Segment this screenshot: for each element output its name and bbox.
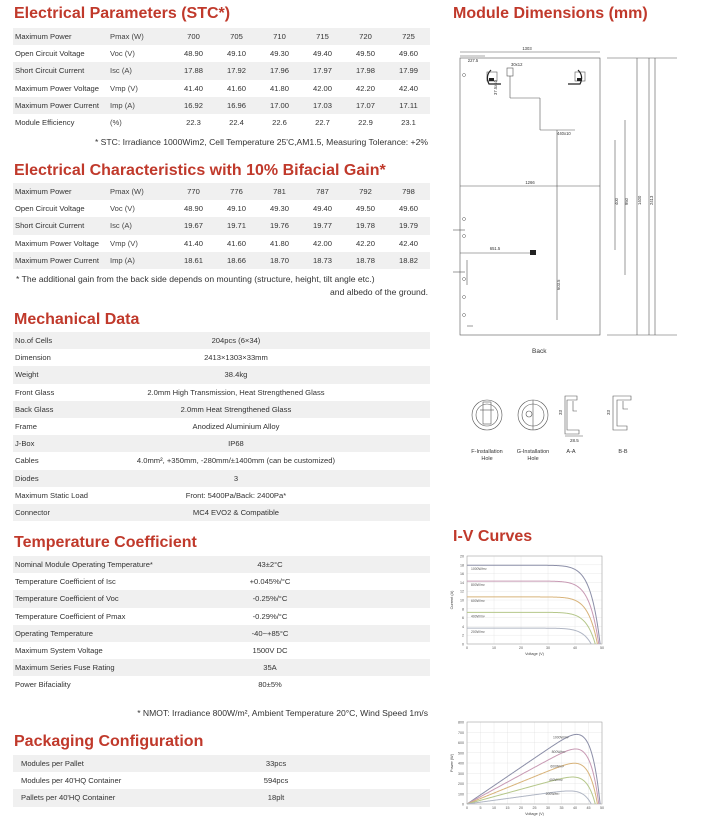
- bifacial-note-line1: * The additional gain from the back side depends on mounting (structure, height, tilt angle etc.): [16, 274, 375, 284]
- y-tick-label: 0: [462, 642, 464, 647]
- x-tick-label: 20: [519, 806, 523, 810]
- row-label: Diodes: [13, 470, 137, 487]
- x-tick-label: 0: [466, 806, 468, 810]
- series-label: 600W/m²: [550, 764, 565, 769]
- dim-603: 603.5: [556, 279, 561, 290]
- y-tick-label: 400: [458, 761, 464, 766]
- module-frame-outline: [460, 58, 600, 335]
- row-value: 3: [137, 470, 430, 487]
- x-tick-label: 5: [479, 806, 482, 810]
- y-tick-label: 16: [460, 572, 464, 577]
- dim-33: 33: [558, 409, 563, 415]
- series-label: 1000W/m²: [553, 735, 569, 740]
- x-tick-label: 35: [559, 806, 564, 810]
- table-row: [13, 183, 430, 200]
- row-value: 17.88: [172, 62, 215, 79]
- row-spacer: [320, 590, 430, 607]
- y-tick-label: 800: [458, 720, 464, 725]
- row-value: 725: [387, 28, 430, 45]
- row-value: Anodized Aluminium Alloy: [192, 422, 280, 432]
- row-label: Temperature Coefficient of Isc: [15, 577, 116, 587]
- row-value: 1500V DC: [252, 646, 288, 656]
- row-value: 4.0mm², +350mm, -280mm/±1400mm (can be customized): [136, 456, 335, 466]
- temperature-note: * NMOT: Irradiance 800W/m², Ambient Temperature 20°C, Wind Speed 1m/s: [137, 708, 428, 718]
- f-hole-label: F-Installation Hole: [471, 449, 503, 462]
- series-label: 1000W/m²: [471, 567, 487, 572]
- row-value: 49.30: [269, 49, 289, 59]
- series-label: 200W/m²: [471, 630, 485, 635]
- row-value: 17.03: [301, 97, 344, 114]
- row-label: Module Efficiency: [15, 118, 75, 128]
- row-value: 19.78: [344, 217, 387, 234]
- row-value: 33pcs: [226, 755, 326, 772]
- row-value: 19.67: [172, 217, 215, 234]
- table-row: [13, 252, 430, 269]
- row-label: Open Circuit Voltage: [15, 49, 85, 59]
- table-row: [13, 28, 430, 45]
- row-value: 42.00: [312, 238, 332, 248]
- table-row: [13, 332, 430, 349]
- stc-note: * STC: Irradiance 1000Wim2, Cell Temperature 25'C,AM1.5, Measuring Tolerance: +2%: [94, 137, 428, 147]
- y-tick-label: 12: [460, 589, 464, 594]
- row-label: Maximum Power Voltage: [15, 238, 99, 248]
- row-unit: Pmax (W): [110, 28, 172, 45]
- row-value: 19.71: [215, 217, 258, 234]
- stc-title: Electrical Parameters (STC*): [14, 5, 231, 22]
- y-tick-label: 6: [462, 616, 464, 621]
- dim-1266: 1266: [525, 180, 535, 185]
- row-value: 787: [301, 183, 344, 200]
- mechanical-title: Mechanical Data: [14, 311, 140, 328]
- a-a-section: [565, 396, 579, 434]
- y-tick-label: 300: [458, 771, 464, 776]
- row-label: Maximum Static Load: [15, 490, 89, 500]
- row-value: 48.90: [183, 204, 203, 214]
- row-spacer: [320, 556, 430, 573]
- row-value: 49.50: [355, 204, 375, 214]
- row-value: 18plt: [226, 789, 326, 806]
- row-value: 16.92: [172, 97, 215, 114]
- row-label: Dimension: [15, 353, 51, 363]
- row-value: -0.25%/°C: [220, 590, 320, 607]
- pv-chart: [445, 718, 615, 826]
- row-label: Modules per Pallet: [13, 755, 226, 772]
- row-value: 49.30: [269, 204, 289, 214]
- row-value: 42.00: [312, 83, 332, 93]
- row-spacer: [320, 625, 430, 642]
- row-label: No.of Cells: [13, 332, 137, 349]
- series-label: 600W/m²: [471, 598, 485, 603]
- table-row: [13, 642, 430, 659]
- row-label: Maximum System Voltage: [15, 646, 103, 656]
- row-value: -0.29%/°C: [252, 611, 288, 621]
- row-value: 594pcs: [263, 776, 289, 786]
- row-value: 49.40: [312, 49, 332, 59]
- row-value: 42.20: [355, 83, 375, 93]
- row-value: 41.40: [183, 83, 203, 93]
- row-label: Modules per 40'HQ Container: [21, 776, 122, 786]
- x-tick-label: 30: [546, 806, 550, 810]
- series-label: 400W/m²: [548, 778, 563, 783]
- table-row: [13, 676, 430, 693]
- row-value: 80±5%: [258, 680, 282, 690]
- row-value: 38.4kg: [137, 366, 430, 383]
- row-value: 17.92: [215, 62, 258, 79]
- y-tick-label: 500: [458, 751, 464, 756]
- x-tick-label: 10: [492, 806, 496, 810]
- row-value: 49.10: [226, 49, 246, 59]
- row-value: 42.40: [398, 83, 418, 93]
- row-label: Open Circuit Voltage: [15, 204, 85, 214]
- row-label: Frame: [15, 422, 37, 432]
- row-value: 18.70: [258, 252, 301, 269]
- row-label: Weight: [13, 366, 137, 383]
- dim-37: 37.5x10: [493, 80, 498, 95]
- row-value: IP68: [137, 435, 430, 452]
- dim-1400: 1400: [637, 195, 642, 205]
- row-value: 49.60: [398, 49, 418, 59]
- dim-28: 28.5: [570, 438, 579, 443]
- row-label: Short Circuit Current: [13, 62, 110, 79]
- series-label: 800W/m²: [551, 749, 566, 754]
- y-tick-label: 4: [462, 624, 464, 629]
- dim-2413: 2413: [649, 195, 654, 205]
- b-b-section: [613, 396, 631, 430]
- row-value: 35A: [220, 659, 320, 676]
- installation-details: [465, 393, 670, 465]
- row-value: 41.40: [183, 238, 203, 248]
- dim-440: 440x10: [557, 131, 571, 136]
- row-value: -40~+85°C: [220, 625, 320, 642]
- table-row: [13, 80, 430, 97]
- table-row: [13, 789, 430, 806]
- row-value: 41.60: [226, 238, 246, 248]
- row-value: 710: [258, 28, 301, 45]
- row-spacer: [326, 789, 430, 806]
- dimensions-title: Module Dimensions (mm): [453, 5, 648, 22]
- row-value: 18.78: [344, 252, 387, 269]
- row-value: 715: [301, 28, 344, 45]
- dim-227: 227.5: [467, 58, 479, 63]
- dim-651: 651.5: [489, 246, 501, 251]
- packaging-table: [13, 755, 430, 807]
- row-value: 705: [215, 28, 258, 45]
- row-label: Maximum Power Voltage: [15, 83, 99, 93]
- row-unit: Pmax (W): [110, 183, 172, 200]
- table-row: [13, 772, 430, 789]
- table-row: [13, 452, 430, 469]
- row-unit: Imp (A): [110, 252, 172, 269]
- row-value: 19.77: [301, 217, 344, 234]
- row-label: Temperature Coefficient of Pmax: [15, 611, 126, 621]
- row-unit: Voc (V): [110, 204, 135, 214]
- row-value: Front: 5400Pa/Back: 2400Pa*: [185, 490, 287, 500]
- f-hole-circle: [472, 400, 502, 430]
- row-value: 18.73: [301, 252, 344, 269]
- row-value: 770: [172, 183, 215, 200]
- row-value: 22.3: [186, 118, 201, 128]
- row-value: +0.045%/°C: [249, 577, 291, 587]
- x-tick-label: 0: [466, 646, 468, 650]
- module-back-drawing: [445, 40, 685, 360]
- x-tick-label: 25: [532, 806, 537, 810]
- y-tick-label: 600: [458, 741, 464, 745]
- y-tick-label: 20: [460, 554, 464, 559]
- y-tick-label: 100: [458, 792, 464, 797]
- dim-1303: 1303: [522, 46, 532, 51]
- row-spacer: [320, 642, 430, 659]
- iv-chart: [445, 548, 615, 663]
- row-spacer: [320, 676, 430, 693]
- row-value: MC4 EVO2 & Compatible: [137, 504, 430, 521]
- row-value: 776: [215, 183, 258, 200]
- series-line: [467, 597, 597, 644]
- a-a-label: A-A: [566, 449, 576, 455]
- table-row: [13, 504, 430, 521]
- row-label: J-Box: [13, 435, 137, 452]
- row-value: 2.0mm High Transmission, Heat Strengthened Glass: [147, 387, 325, 397]
- row-value: 17.99: [387, 62, 430, 79]
- table-row: [13, 401, 430, 418]
- y-tick-label: 8: [462, 607, 464, 612]
- row-unit: Isc (A): [110, 62, 172, 79]
- row-value: 48.90: [183, 49, 203, 59]
- x-tick-label: 40: [573, 646, 577, 650]
- y-axis-label: Power (W): [450, 754, 454, 772]
- packaging-title: Packaging Configuration: [14, 733, 204, 750]
- mechanical-table: [13, 332, 430, 521]
- row-value: 798: [387, 183, 430, 200]
- x-tick-label: 15: [505, 806, 510, 810]
- table-row: [13, 200, 430, 217]
- row-value: 16.96: [215, 97, 258, 114]
- table-row: [13, 62, 430, 79]
- row-spacer: [320, 573, 430, 590]
- table-row: [13, 366, 430, 383]
- row-value: 19.76: [258, 217, 301, 234]
- row-value: 17.97: [301, 62, 344, 79]
- row-value: 41.80: [269, 83, 289, 93]
- row-value: 42.40: [398, 238, 418, 248]
- row-value: 700: [172, 28, 215, 45]
- row-label: Operating Temperature: [13, 625, 220, 642]
- table-row: [13, 755, 430, 772]
- table-row: [13, 114, 430, 131]
- y-tick-label: 14: [460, 580, 464, 585]
- row-value: 22.7: [315, 118, 330, 128]
- table-row: [13, 487, 430, 504]
- table-row: [13, 97, 430, 114]
- row-label: Maximum Power Current: [13, 252, 110, 269]
- table-row: [13, 470, 430, 487]
- series-line: [467, 628, 591, 644]
- table-row: [13, 435, 430, 452]
- row-spacer: [320, 659, 430, 676]
- row-label: Maximum Power: [13, 28, 110, 45]
- row-value: 43±2°C: [220, 556, 320, 573]
- row-label: Maximum Power Current: [13, 97, 110, 114]
- row-value: 22.4: [229, 118, 244, 128]
- row-label: Maximum Series Fuse Rating: [13, 659, 220, 676]
- y-tick-label: 10: [460, 598, 464, 603]
- y-tick-label: 200: [458, 782, 464, 786]
- series-line: [467, 791, 591, 804]
- y-tick-label: 0: [462, 802, 464, 807]
- table-row: [13, 590, 430, 607]
- dim-400: 400: [614, 198, 619, 205]
- row-label: Temperature Coefficient of Voc: [13, 590, 220, 607]
- row-value: 41.80: [269, 238, 289, 248]
- dim-33b: 33: [606, 409, 611, 415]
- table-row: [13, 556, 430, 573]
- row-value: 17.11: [387, 97, 430, 114]
- x-tick-label: 30: [546, 646, 550, 650]
- row-value: 17.07: [344, 97, 387, 114]
- x-tick-label: 50: [600, 806, 604, 810]
- row-label: Back Glass: [13, 401, 137, 418]
- row-value: 18.82: [387, 252, 430, 269]
- row-unit: Imp (A): [110, 97, 172, 114]
- row-value: 42.20: [355, 238, 375, 248]
- table-row: [13, 45, 430, 62]
- y-axis-label: Current (A): [450, 590, 454, 610]
- row-value: 49.40: [312, 204, 332, 214]
- row-label: Cables: [15, 456, 39, 466]
- row-label: Nominal Module Operating Temperature*: [13, 556, 220, 573]
- row-value: 23.1: [401, 118, 416, 128]
- y-tick-label: 2: [462, 633, 464, 638]
- table-row: [13, 625, 430, 642]
- row-value: 2.0mm Heat Strengthened Glass: [137, 401, 430, 418]
- row-value: 2413×1303×33mm: [204, 353, 268, 363]
- row-spacer: [326, 772, 430, 789]
- x-tick-label: 40: [573, 806, 577, 810]
- row-unit: Isc (A): [110, 217, 172, 234]
- bifacial-note-line2: and albedo of the ground.: [330, 287, 428, 297]
- row-value: 17.00: [258, 97, 301, 114]
- row-label: Pallets per 40'HQ Container: [13, 789, 226, 806]
- temperature-table: [13, 556, 430, 694]
- row-unit: Vmp (V): [110, 238, 138, 248]
- table-row: [13, 608, 430, 625]
- row-spacer: [320, 608, 430, 625]
- table-row: [13, 217, 430, 234]
- row-value: 17.98: [344, 62, 387, 79]
- bifacial-table: [13, 183, 430, 269]
- row-label: Front Glass: [15, 387, 55, 397]
- table-row: [13, 384, 430, 401]
- row-value: 41.60: [226, 83, 246, 93]
- x-axis-label: Voltage (V): [525, 812, 544, 816]
- row-value: 792: [344, 183, 387, 200]
- row-value: 720: [344, 28, 387, 45]
- row-value: 781: [258, 183, 301, 200]
- x-tick-label: 50: [600, 646, 604, 650]
- row-value: 22.6: [272, 118, 287, 128]
- row-label: Short Circuit Current: [13, 217, 110, 234]
- y-tick-label: 700: [458, 730, 464, 735]
- row-value: 204pcs (6×34): [137, 332, 430, 349]
- row-value: 19.79: [387, 217, 430, 234]
- row-unit: (%): [110, 118, 122, 128]
- x-tick-label: 10: [492, 646, 496, 650]
- series-label: 400W/m²: [471, 614, 485, 619]
- row-value: 22.9: [358, 118, 373, 128]
- table-row: [13, 418, 430, 435]
- row-value: 49.50: [355, 49, 375, 59]
- temperature-title: Temperature Coefficient: [14, 534, 197, 551]
- row-label: Connector: [13, 504, 137, 521]
- junction-box: [530, 250, 536, 255]
- g-hole-label: G-Installation Hole: [516, 449, 550, 462]
- table-row: [13, 659, 430, 676]
- row-value: 18.66: [215, 252, 258, 269]
- row-label: Power Bifaciality: [15, 680, 71, 690]
- x-tick-label: 45: [586, 806, 591, 810]
- x-axis-label: Voltage (V): [525, 652, 544, 656]
- x-tick-label: 20: [519, 646, 523, 650]
- y-tick-label: 18: [460, 563, 464, 568]
- stc-table: [13, 28, 430, 131]
- row-unit: Vmp (V): [110, 83, 138, 93]
- row-value: 17.96: [258, 62, 301, 79]
- row-value: 49.60: [398, 204, 418, 214]
- dim-950: 950: [624, 198, 629, 205]
- series-label: 800W/m²: [471, 583, 485, 588]
- back-label: Back: [532, 348, 547, 355]
- series-label: 200W/m²: [545, 791, 560, 796]
- iv-title: I-V Curves: [453, 528, 533, 545]
- row-value: 49.10: [226, 204, 246, 214]
- dim-30: 30x12: [511, 62, 523, 67]
- bifacial-title: Electrical Characteristics with 10% Bifacial Gain*: [14, 162, 386, 179]
- row-unit: Voc (V): [110, 49, 135, 59]
- row-spacer: [326, 755, 430, 772]
- table-row: [13, 235, 430, 252]
- table-row: [13, 349, 430, 366]
- row-value: 18.61: [172, 252, 215, 269]
- table-row: [13, 573, 430, 590]
- row-label: Maximum Power: [13, 183, 110, 200]
- b-b-label: B-B: [618, 449, 628, 455]
